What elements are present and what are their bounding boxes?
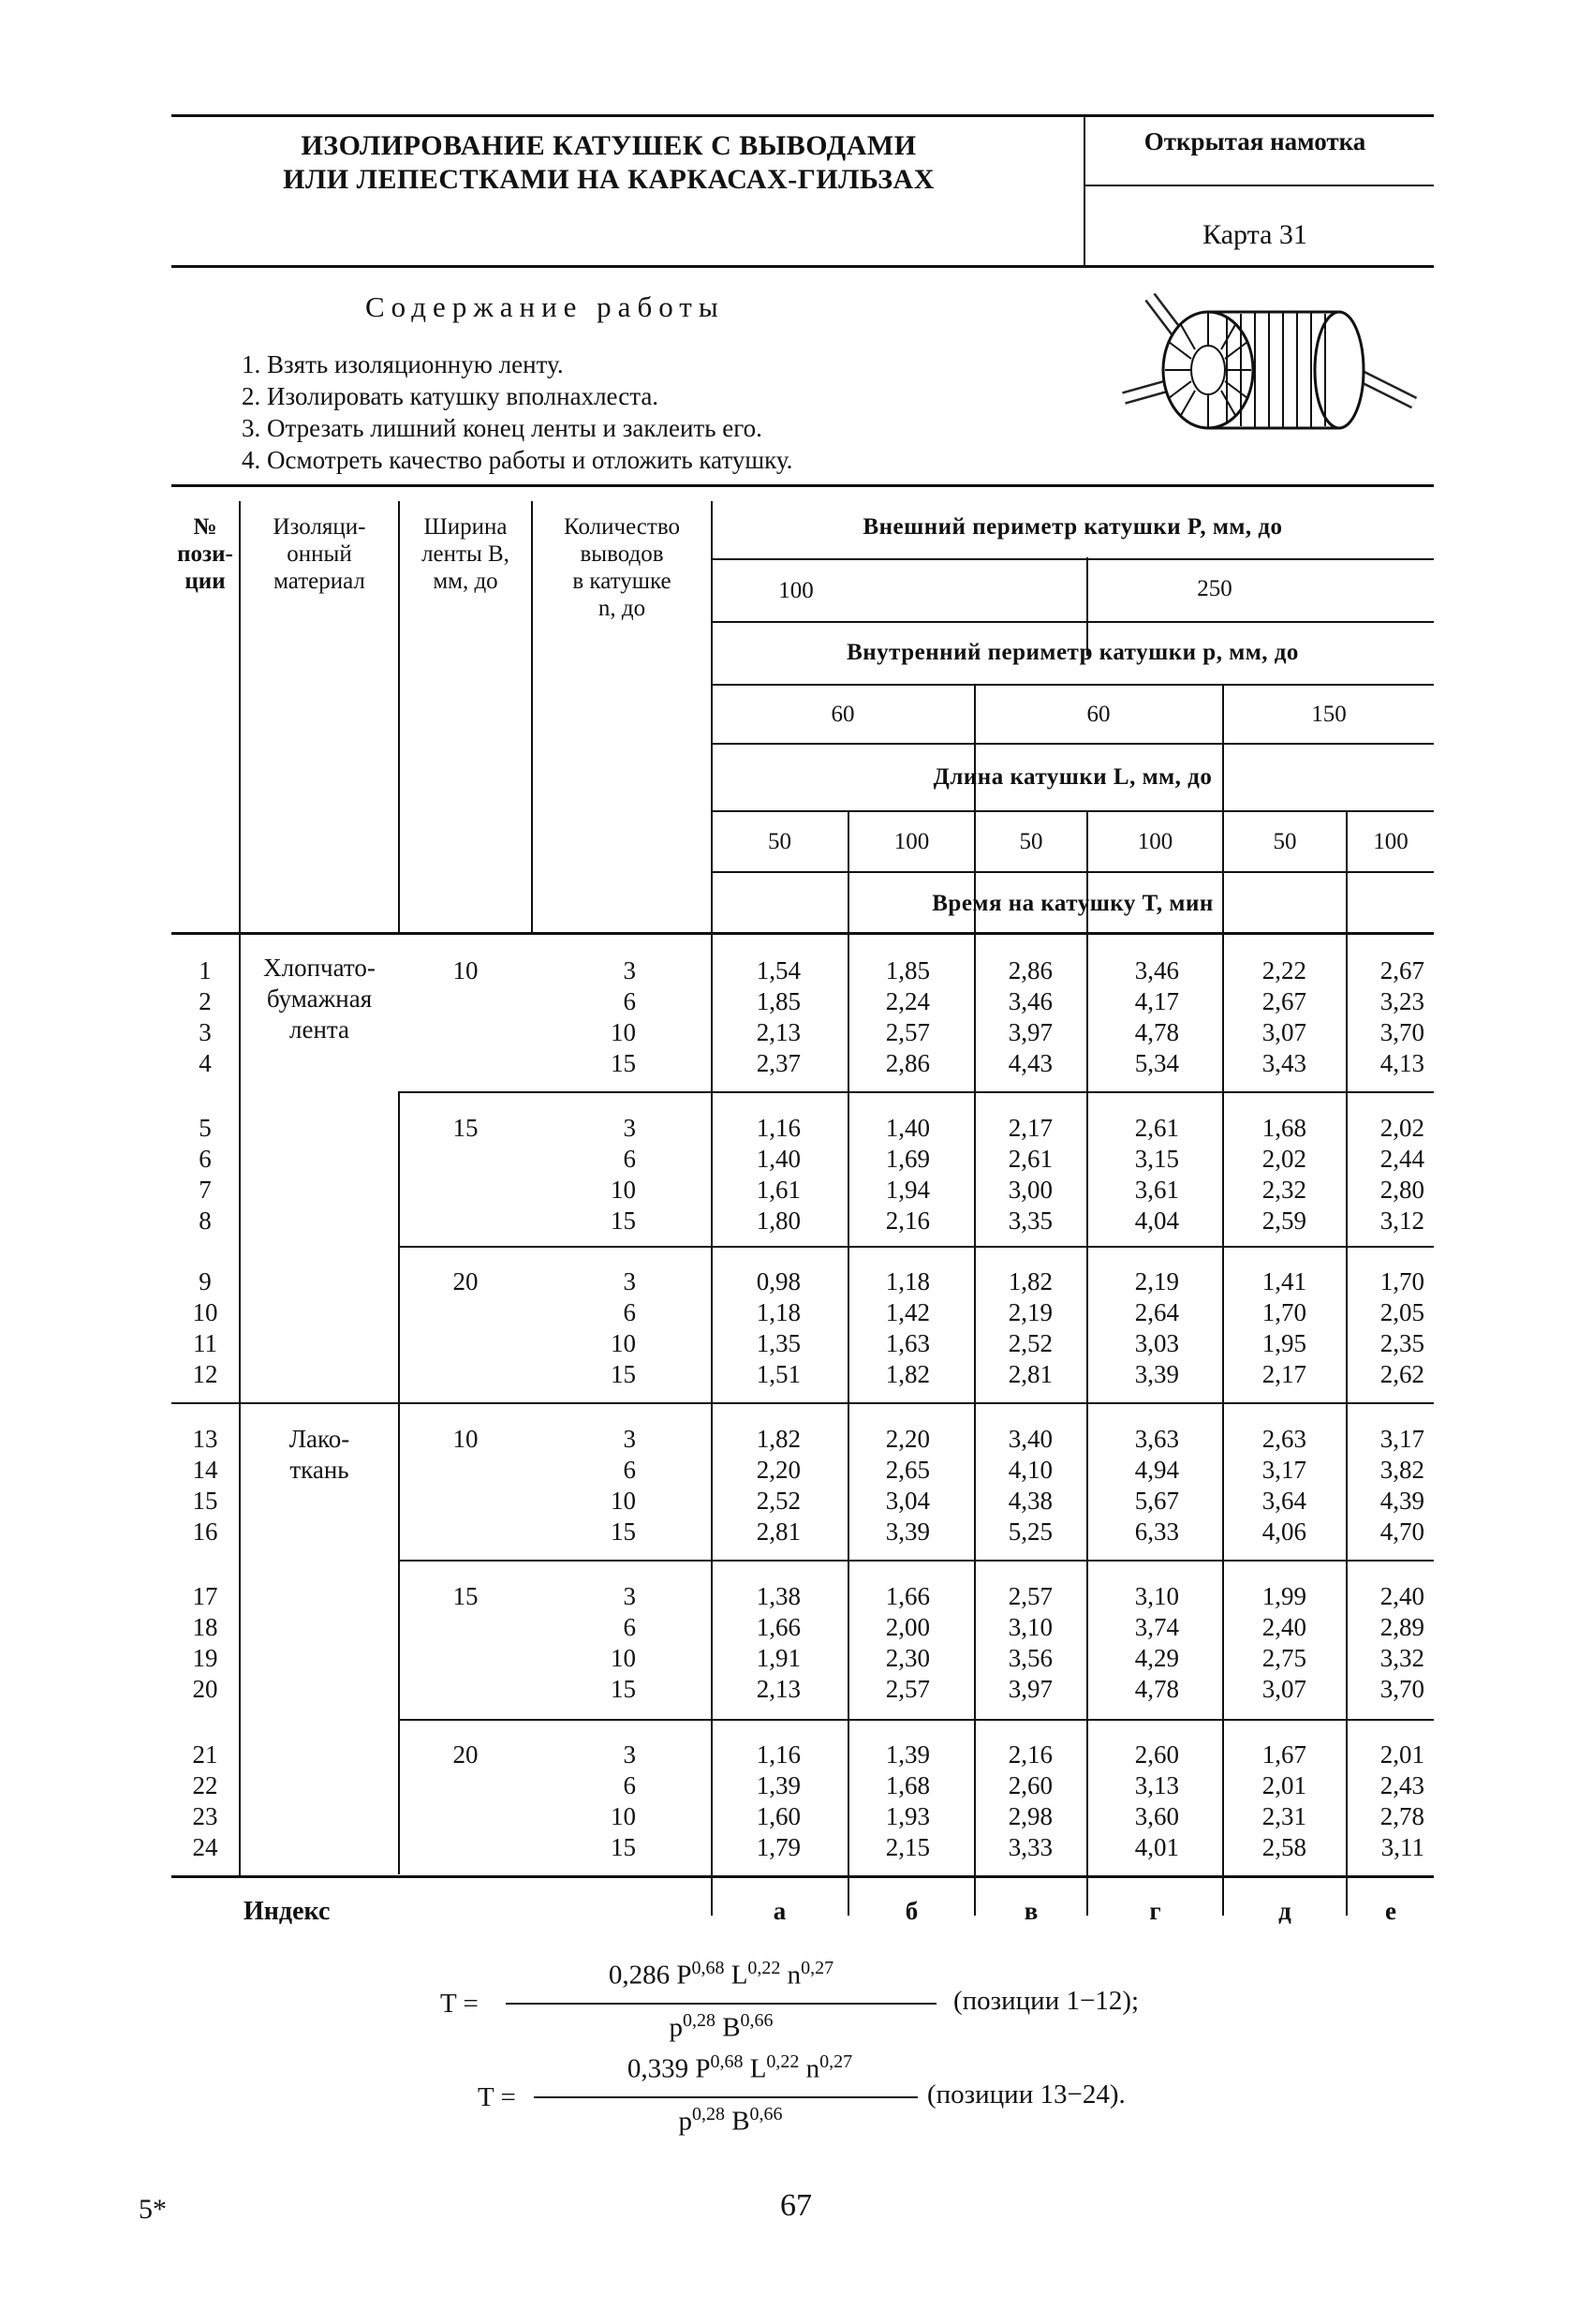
group-rule [398, 1560, 1434, 1562]
time-cell-b: 1,18 1,42 1,63 1,82 [885, 1267, 930, 1388]
time-cell-d: 2,63 3,17 3,64 4,06 [1261, 1425, 1306, 1546]
position-cell: 5 6 7 8 [199, 1114, 212, 1235]
time-cell-e: 1,70 2,05 2,35 2,62 [1379, 1267, 1424, 1388]
formula-1-lhs: T = [440, 1989, 479, 2019]
outer-value: 100 [778, 578, 814, 603]
table-top-rule [171, 484, 1434, 487]
table-header-rule [711, 558, 1434, 560]
material-varnished-cloth: Лако- ткань [288, 1425, 350, 1484]
index-label: Индекс [243, 1897, 331, 1926]
tape-width-cell: 10 [452, 1425, 479, 1453]
formula-1-denominator: $p^{0,28}$ B$^{0,66}$ [669, 2010, 774, 2043]
time-cell-g: 3,63 4,94 5,67 6,33 [1134, 1425, 1179, 1546]
time-cell-e: 2,67 3,23 3,70 4,13 [1379, 956, 1424, 1077]
position-cell: 13 14 15 16 [192, 1425, 218, 1546]
formula-2-denominator: $p^{0,28}$ B$^{0,66}$ [678, 2104, 783, 2137]
tape-width-cell: 10 [452, 956, 479, 984]
time-cell-d: 2,22 2,67 3,07 3,43 [1261, 956, 1306, 1077]
time-cell-b: 1,40 1,69 1,94 2,16 [885, 1114, 930, 1235]
lead-count-cell: 3 6 10 15 [611, 1740, 636, 1861]
time-cell-v: 2,86 3,46 3,97 4,43 [1008, 956, 1053, 1077]
position-cell: 1 2 3 4 [199, 956, 212, 1077]
top-rule [171, 114, 1434, 117]
time-cell-a: 1,54 1,85 2,13 2,37 [756, 956, 801, 1077]
index-letter: в [1024, 1897, 1039, 1925]
table-header-rule [711, 621, 1434, 623]
length-value: 50 [1273, 829, 1297, 854]
coil-illustration [1114, 286, 1433, 464]
position-cell: 17 18 19 20 [192, 1582, 218, 1703]
fraction-bar [534, 2096, 918, 2098]
table-header-rule [711, 871, 1434, 873]
time-cell-g: 2,19 2,64 3,03 3,39 [1134, 1267, 1179, 1388]
length-value: 50 [768, 829, 791, 854]
lead-count-cell: 3 6 10 15 [611, 956, 636, 1077]
time-cell-b: 2,20 2,65 3,04 3,39 [885, 1425, 930, 1546]
time-cell-v: 2,57 3,10 3,56 3,97 [1008, 1582, 1053, 1703]
tape-width-cell: 15 [452, 1582, 479, 1610]
group-rule [398, 1246, 1434, 1248]
length-head: Длина катушки L, мм, до [933, 764, 1213, 790]
work-step: 2. Изолировать катушку вполнахлеста. [242, 382, 659, 410]
header-divider [1084, 116, 1085, 266]
inner-value: 150 [1311, 702, 1347, 727]
time-cell-g: 2,61 3,15 3,61 4,04 [1134, 1114, 1179, 1235]
lead-count-cell: 3 6 10 15 [611, 1114, 636, 1235]
group-rule [398, 1719, 1434, 1721]
table-col-sep [239, 501, 241, 1878]
work-step: 1. Взять изоляционную ленту. [242, 350, 564, 378]
tape-width-cell: 15 [452, 1114, 479, 1142]
table-header-rule [711, 810, 1434, 812]
lead-count-cell: 3 6 10 15 [611, 1582, 636, 1703]
time-cell-d: 1,67 2,01 2,31 2,58 [1261, 1740, 1306, 1861]
time-cell-g: 3,46 4,17 4,78 5,34 [1134, 956, 1179, 1077]
inner-perimeter-head: Внутренний периметр катушки p, мм, до [847, 640, 1299, 665]
work-steps [242, 348, 792, 476]
col-head-width: Ширина ленты B, мм, до [421, 514, 509, 594]
table-bottom-rule [171, 1875, 1434, 1878]
fraction-bar [506, 2003, 937, 2005]
position-cell: 21 22 23 24 [192, 1740, 218, 1861]
group-rule [398, 1091, 1434, 1093]
length-value: 100 [893, 829, 930, 854]
time-cell-e: 2,01 2,43 2,78 3,11 [1379, 1740, 1424, 1861]
index-letter: д [1278, 1897, 1291, 1925]
col-head-position: № пози- ции [177, 514, 233, 594]
time-cell-a: 1,82 2,20 2,52 2,81 [756, 1425, 801, 1546]
index-letter: е [1385, 1897, 1396, 1925]
card-title [281, 129, 937, 197]
card-title-line2: ИЛИ ЛЕПЕСТКАМИ НА КАРКАСАХ-ГИЛЬЗАХ [283, 164, 935, 195]
formula-1-note: (позиции 1−12); [953, 1986, 1140, 2016]
length-value: 100 [1137, 829, 1173, 854]
formula-1 [440, 1958, 1189, 2051]
time-cell-b: 1,66 2,00 2,30 2,57 [885, 1582, 930, 1703]
position-cell: 9 10 11 12 [192, 1267, 218, 1388]
index-letter: б [905, 1897, 919, 1925]
formula-2 [440, 2051, 1189, 2145]
work-step: 3. Отрезать лишний конец ленты и заклеить его. [242, 414, 762, 442]
formula-2-lhs: T = [478, 2082, 516, 2112]
time-cell-e: 2,02 2,44 2,80 3,12 [1379, 1114, 1424, 1235]
outer-value: 250 [1197, 576, 1232, 601]
index-letter: а [773, 1897, 787, 1925]
time-cell-d: 1,99 2,40 2,75 3,07 [1261, 1582, 1306, 1703]
time-cell-e: 3,17 3,82 4,39 4,70 [1379, 1425, 1424, 1546]
table-header-rule [711, 743, 1434, 745]
card-number: Карта 31 [1202, 219, 1307, 250]
material-cotton-tape: Хлопчато- бумажная лента [263, 954, 376, 1044]
table-header-rule [711, 684, 1434, 686]
index-letter: г [1149, 1897, 1161, 1925]
lead-count-cell: 3 6 10 15 [611, 1425, 636, 1546]
time-cell-b: 1,85 2,24 2,57 2,86 [885, 956, 930, 1077]
time-cell-g: 3,10 3,74 4,29 4,78 [1134, 1582, 1179, 1703]
length-value: 50 [1019, 829, 1043, 854]
group-rule [171, 1402, 1434, 1404]
open-winding-label: Открытая намотка [1143, 127, 1366, 155]
time-cell-a: 0,98 1,18 1,35 1,51 [756, 1267, 801, 1388]
tape-width-cell: 20 [452, 1740, 479, 1769]
header-mid-rule [1084, 185, 1434, 186]
header-bottom-rule [171, 265, 1434, 268]
table-header-bottom [171, 932, 1434, 935]
signature-mark: 5* [139, 2194, 167, 2225]
formula-2-note: (позиции 13−24). [927, 2080, 1126, 2109]
time-cell-d: 1,41 1,70 1,95 2,17 [1261, 1267, 1306, 1388]
time-cell-v: 2,17 2,61 3,00 3,35 [1008, 1114, 1053, 1235]
col-head-material: Изоляци- онный материал [273, 514, 366, 594]
time-cell-v: 1,82 2,19 2,52 2,81 [1008, 1267, 1053, 1388]
card-title-line1: ИЗОЛИРОВАНИЕ КАТУШЕК С ВЫВОДАМИ [301, 130, 917, 161]
time-head: Время на катушку T, мин [932, 891, 1214, 916]
time-cell-v: 3,40 4,10 4,38 5,25 [1008, 1425, 1053, 1546]
page-number: 67 [780, 2188, 812, 2223]
time-cell-g: 2,60 3,13 3,60 4,01 [1134, 1740, 1179, 1861]
outer-perimeter-head: Внешний периметр катушки P, мм, до [863, 514, 1283, 540]
tape-width-cell: 20 [452, 1267, 479, 1295]
formula-2-numerator: 0,339 P$^{0,68}$ L$^{0,22}$ $n^{0,27}$ [627, 2051, 853, 2084]
time-cell-a: 1,16 1,39 1,60 1,79 [756, 1740, 801, 1861]
inner-value: 60 [831, 702, 855, 727]
time-cell-a: 1,16 1,40 1,61 1,80 [756, 1114, 801, 1235]
col-head-lead-count: Количество выводов в катушке n, до [564, 514, 680, 621]
lead-count-cell: 3 6 10 15 [611, 1267, 636, 1388]
time-cell-v: 2,16 2,60 2,98 3,33 [1008, 1740, 1053, 1861]
work-heading: Содержание работы [365, 290, 725, 323]
length-value: 100 [1373, 829, 1409, 854]
time-cell-e: 2,40 2,89 3,32 3,70 [1379, 1582, 1424, 1703]
time-cell-a: 1,38 1,66 1,91 2,13 [756, 1582, 801, 1703]
formula-1-numerator: 0,286 P$^{0,68}$ L$^{0,22}$ $n^{0,27}$ [608, 1958, 834, 1991]
time-cell-d: 1,68 2,02 2,32 2,59 [1261, 1114, 1306, 1235]
work-step: 4. Осмотреть качество работы и отложить катушку. [242, 446, 793, 474]
time-cell-b: 1,39 1,68 1,93 2,15 [885, 1740, 930, 1861]
inner-value: 60 [1086, 702, 1111, 727]
